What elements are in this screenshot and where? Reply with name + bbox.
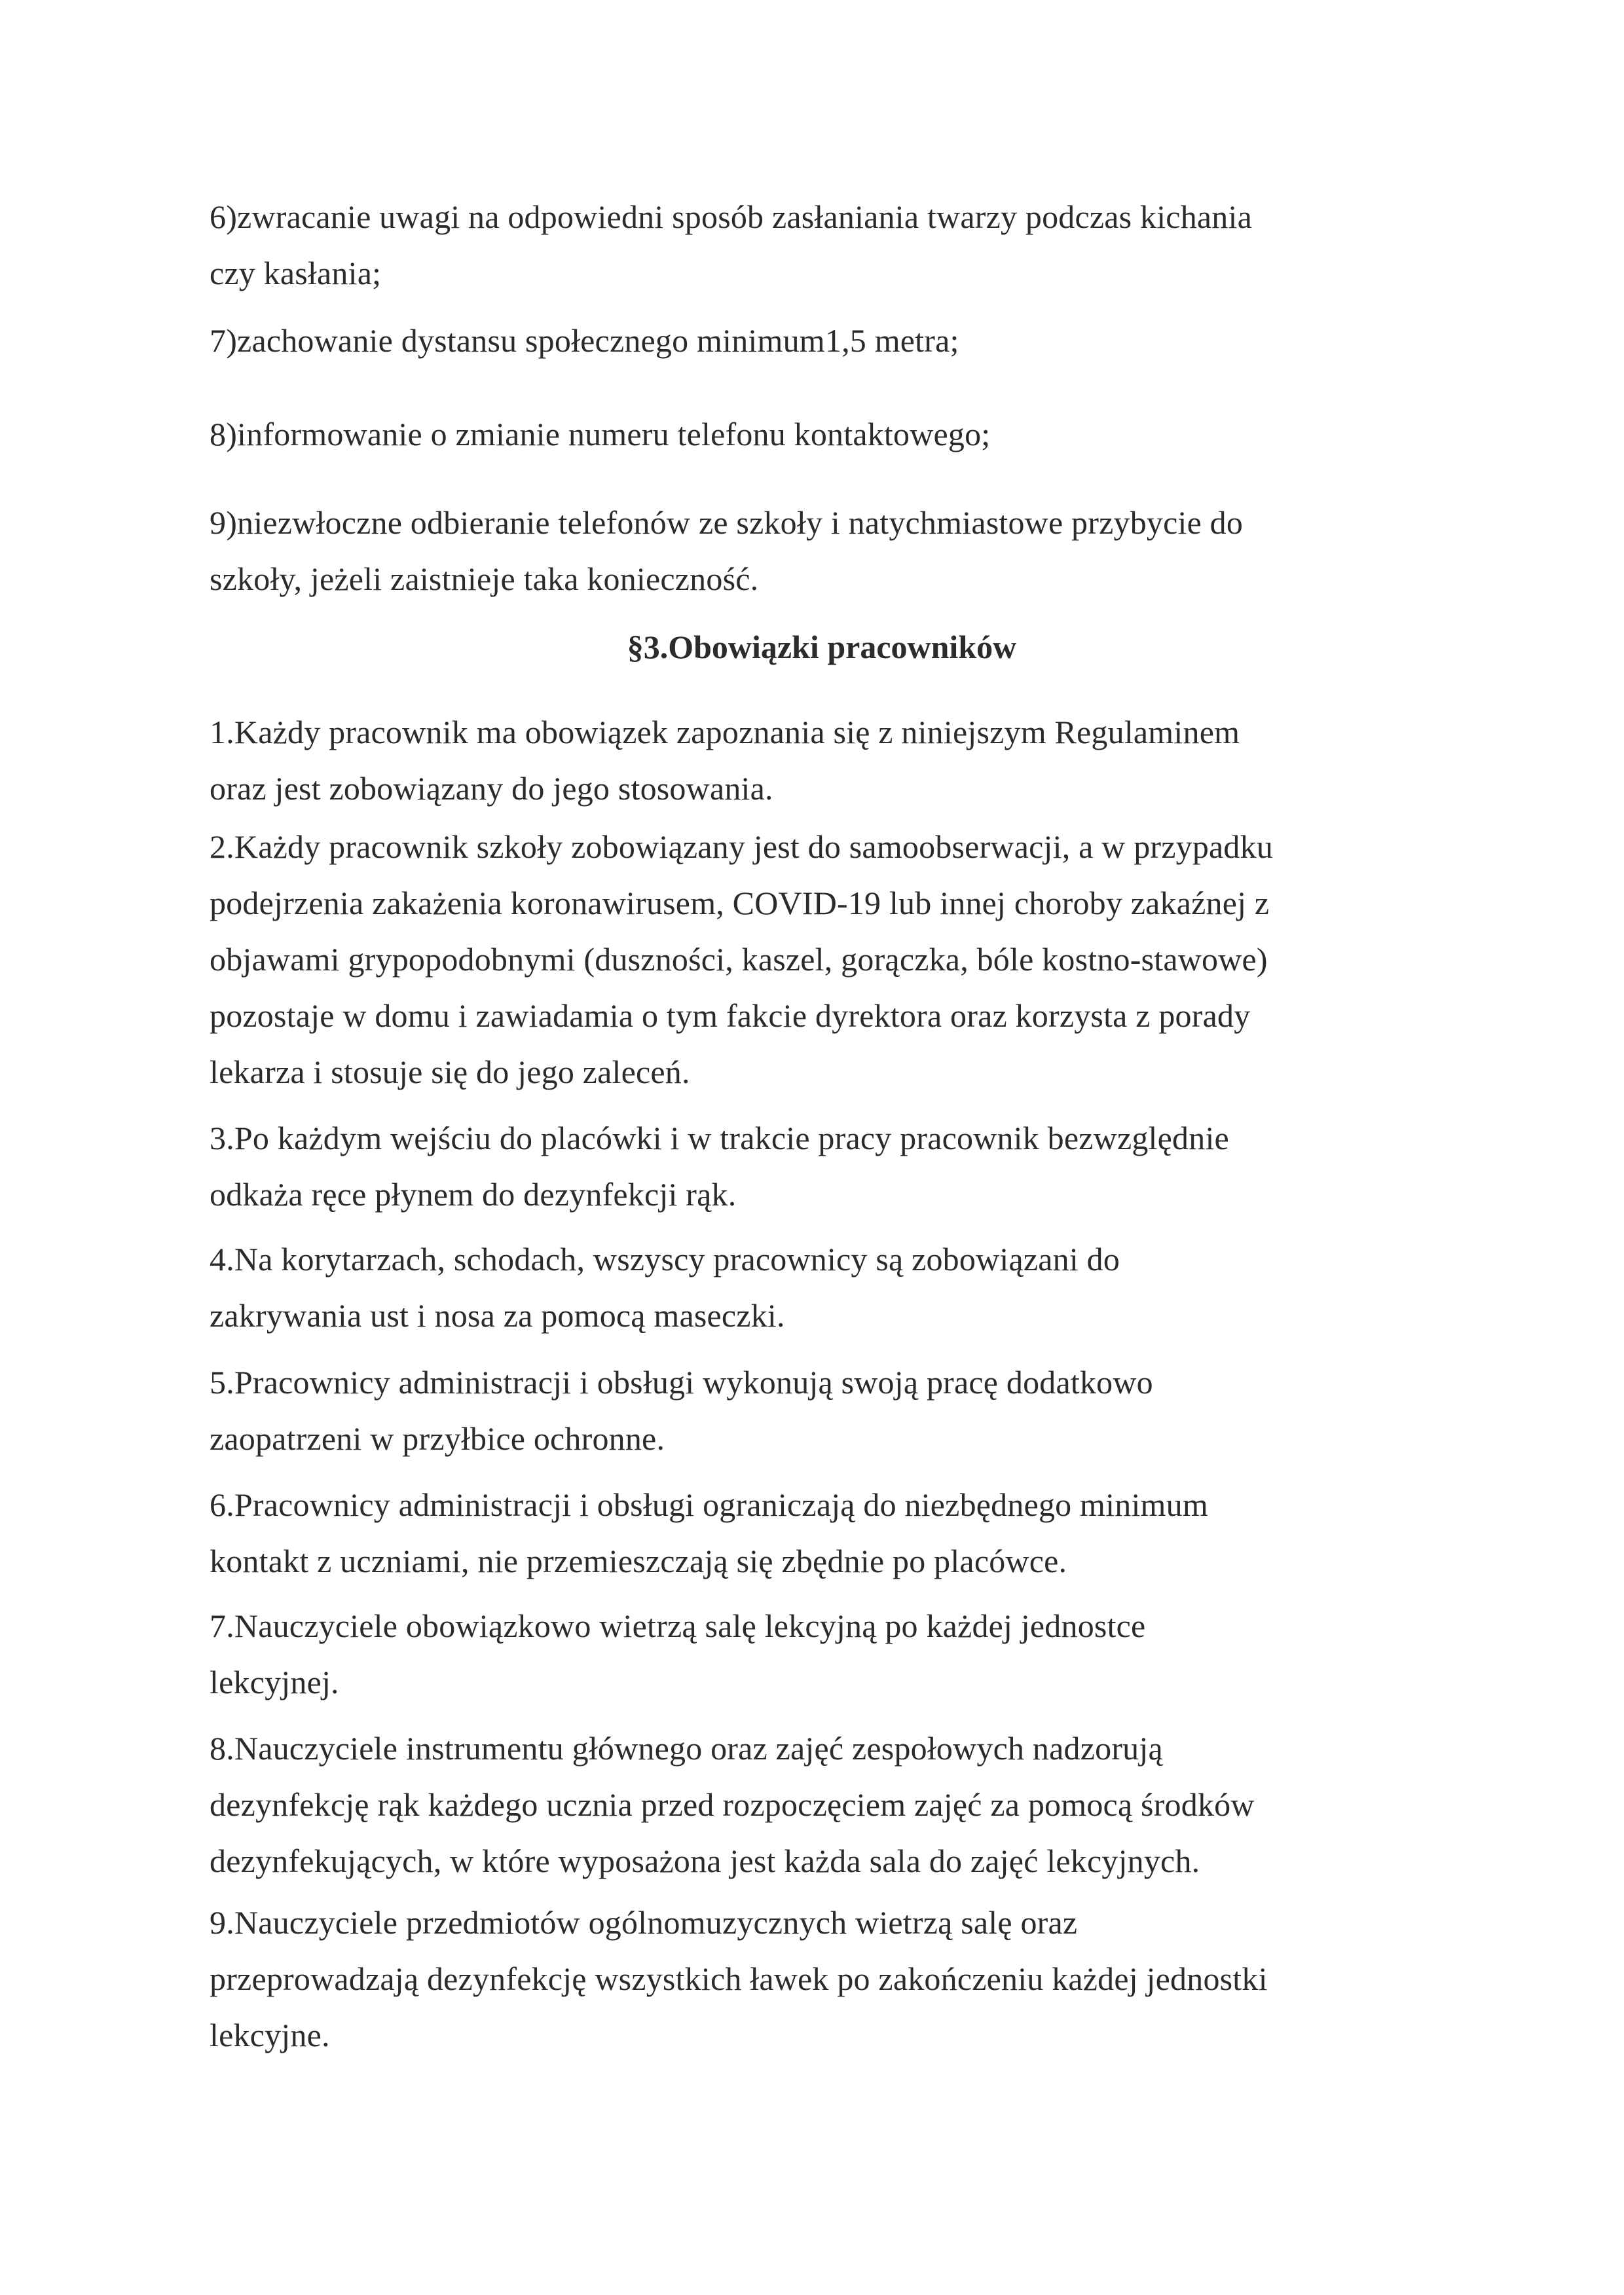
list-item-9: 9)niezwłoczne odbieranie telefonów ze szkoły i natychmiastowe przybycie do szkoły, jeżeli zaistnieje taka konieczność. [210,504,1244,597]
section-point-5: 5.Pracownicy administracji i obsługi wykonują swoją pracę dodatkowo zaopatrzeni w przyłbice ochronne. [210,1364,1153,1457]
section-point-2: 2.Każdy pracownik szkoły zobowiązany jest do samoobserwacji, a w przypadku podejrzenia zakażenia koronawirusem, COVID-19 lub innej choroby zakaźnej z objawami grypopodobnymi (duszności, kaszel, gorączka, bóle kostno-stawowe) pozostaje w domu i zawiadamia o tym fakcie dyrektora oraz korzysta z porady lekarza i stosuje się do jego zaleceń. [210,828,1274,1090]
section-point-3: 3.Po każdym wejściu do placówki i w trakcie pracy pracownik bezwzględnie odkaża ręce płynem do dezynfekcji rąk. [210,1120,1229,1213]
list-item-6: 6)zwracanie uwagi na odpowiedni sposób zasłaniania twarzy podczas kichania czy kasłania; [210,198,1252,291]
list-item-7: 7)zachowanie dystansu społecznego minimum1,5 metra; [210,322,959,359]
section-point-1: 1.Każdy pracownik ma obowiązek zapoznania się z niniejszym Regulaminem oraz jest zobowiązany do jego stosowania. [210,714,1240,807]
section-point-4: 4.Na korytarzach, schodach, wszyscy pracownicy są zobowiązani do zakrywania ust i nosa za pomocą maseczki. [210,1241,1120,1334]
section-point-8: 8.Nauczyciele instrumentu głównego oraz zajęć zespołowych nadzorują dezynfekcję rąk każdego ucznia przed rozpoczęciem zajęć za pomocą środków dezynfekujących, w które wyposażona jest każda sala do zajęć lekcyjnych. [210,1730,1255,1879]
section-point-9: 9.Nauczyciele przedmiotów ogólnomuzycznych wietrzą salę oraz przeprowadzają dezynfekcję wszystkich ławek po zakończeniu każdej jednostki lekcyjne. [210,1904,1268,2053]
section-heading [0,619,1624,675]
section-point-6: 6.Pracownicy administracji i obsługi ograniczają do niezbędnego minimum kontakt z uczniami, nie przemieszczają się zbędnie po placówce. [210,1486,1208,1579]
section-point-7: 7.Nauczyciele obowiązkowo wietrzą salę lekcyjną po każdej jednostce lekcyjnej. [210,1607,1146,1700]
list-item-8: 8)informowanie o zmianie numeru telefonu kontaktowego; [210,416,991,452]
section-heading-text: §3.Obowiązki pracowników [627,629,1017,665]
